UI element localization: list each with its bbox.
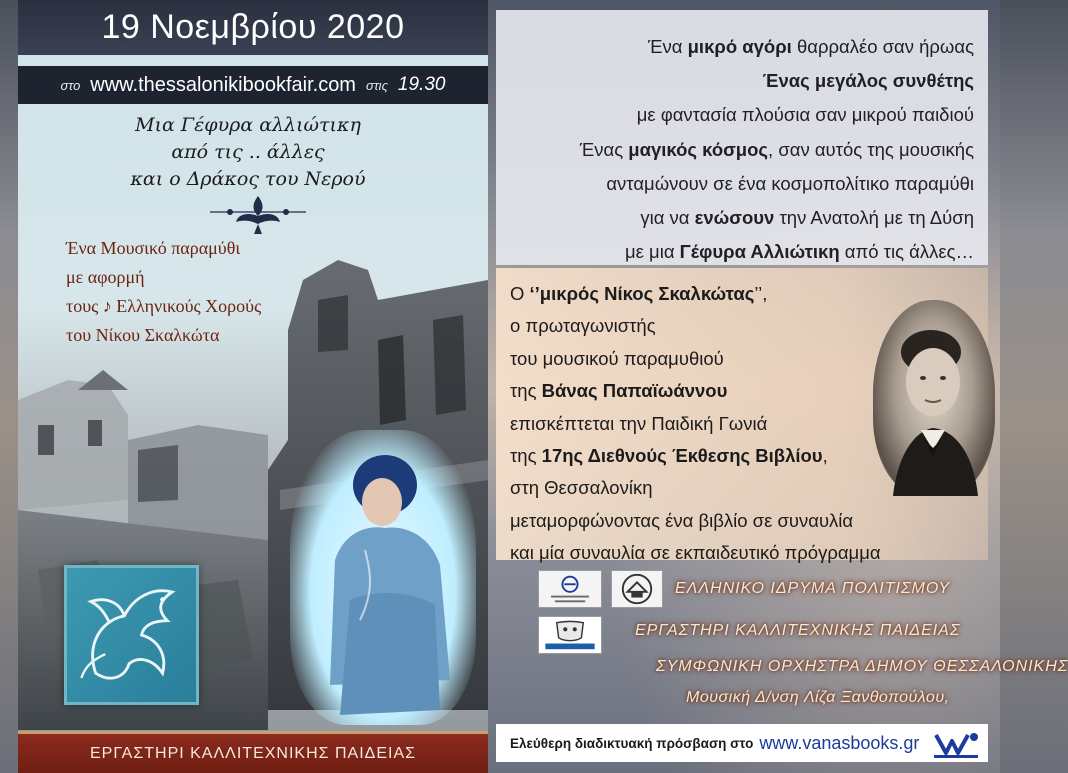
workshop-footer: ΕΡΓΑΣΤΗΡΙ ΚΑΛΛΙΤΕΧΝΙΚΗΣ ΠΑΙΔΕΙΑΣ [18,731,488,773]
poem-text [496,10,988,265]
event-date: 19 Νοεμβρίου 2020 [18,0,488,55]
venue-url-bar [18,66,488,104]
url-prefix: στο [60,77,81,93]
story-line: της 17ης Διεθνούς Έκθεσης Βιβλίου, [510,445,828,467]
access-label: Ελεύθερη διαδικτυακή πρόσβαση στο [510,735,754,751]
story-line: Ο ‘’μικρός Νίκος Σκαλκώτας’’, [510,283,768,304]
time-prefix: στις [365,77,388,93]
story-line: στη Θεσσαλονίκη [510,477,653,499]
poem-line: με μια Γέφυρα Αλλιώτικη από τις άλλες… [625,241,974,263]
bookfair-logo [538,570,602,608]
partners-section [538,568,1068,708]
story-line: της Βάνας Παπαϊωάννου [510,380,728,402]
story-line: επισκέπτεται την Παιδική Γωνιά [510,412,768,434]
event-poster [18,0,488,773]
poem-line: ανταμώνουν σε ένα κοσμοπολίτικο παραμύθι [606,172,974,194]
story-description [66,234,366,350]
workshop-logo [538,616,602,654]
dragon-illustration [64,565,199,705]
bookfair-theta-icon [539,571,601,607]
event-time: 19.30 [397,74,446,95]
bookfair-url[interactable]: www.thessalonikibookfair.com [90,73,356,96]
story-line: Ένα Μουσικό παραμύθι [66,238,241,258]
composer-portrait [873,300,995,496]
story-line: με αφορμή [66,267,145,287]
partner-music-director: Μουσική Δ/νση Λίζα Ξανθοπούλου, [686,689,950,706]
poem-line: Ένας μαγικός κόσμος, σαν αυτός της μουσικής [579,138,974,160]
poem-line: Ένα μικρό αγόρι θαρραλέο σαν ήρωας [648,36,974,57]
partner-workshop: ΕΡΓΑΣΤΗΡΙ ΚΑΛΛΙΤΕΧΝΙΚΗΣ ΠΑΙΔΕΙΑΣ [635,622,961,639]
dragon-icon [67,568,196,702]
boy-portrait-icon [873,300,995,496]
poem-line: Ένας μεγάλος συνθέτης [762,70,974,92]
hellenic-foundation-logo [611,570,663,608]
story-line: και μία συναυλία σε εκπαιδευτικό πρόγραμμα [510,542,881,564]
story-line: τους ♪ Ελληνικούς Χορούς [66,296,262,316]
story-line: του μουσικού παραμυθιού [510,347,724,369]
webideas-logo-icon [932,727,980,759]
story-line: μεταμορφώνοντας ένα βιβλίο σε συναυλία [510,509,854,531]
story-line: ο πρωταγωνιστής [510,315,656,337]
poem-line: για να ενώσουν την Ανατολή με τη Δύση [640,207,974,229]
title-line: και ο Δράκος του Νερού [130,168,366,190]
partner-orchestra: ΣΥΜΦΩΝΙΚΗ ΟΡΧΗΣΤΡΑ ΔΗΜΟΥ ΘΕΣΣΑΛΟΝΙΚΗΣ [656,658,1068,675]
woman-figure-icon [290,430,476,725]
fleur-ornament-icon [208,192,308,236]
poem-line: με φαντασία πλούσια σαν μικρού παιδιού [636,104,974,126]
title-line: από τις .. άλλες [171,141,325,163]
title-line: Μια Γέφυρα αλλιώτικη [135,114,361,136]
foundation-emblem-icon [612,571,662,607]
story-line: του Νίκου Σκαλκώτα [66,325,220,345]
partner-hellenic-foundation: ΕΛΛΗΝΙΚΟ ΙΔΡΥΜΑ ΠΟΛΙΤΙΣΜΟΥ [675,580,951,597]
narrator-photo [290,430,476,725]
workshop-mask-icon [539,617,601,653]
vanasbooks-link[interactable]: www.vanasbooks.gr [759,732,920,753]
info-panel [488,0,1068,773]
online-access-bar [496,724,988,762]
